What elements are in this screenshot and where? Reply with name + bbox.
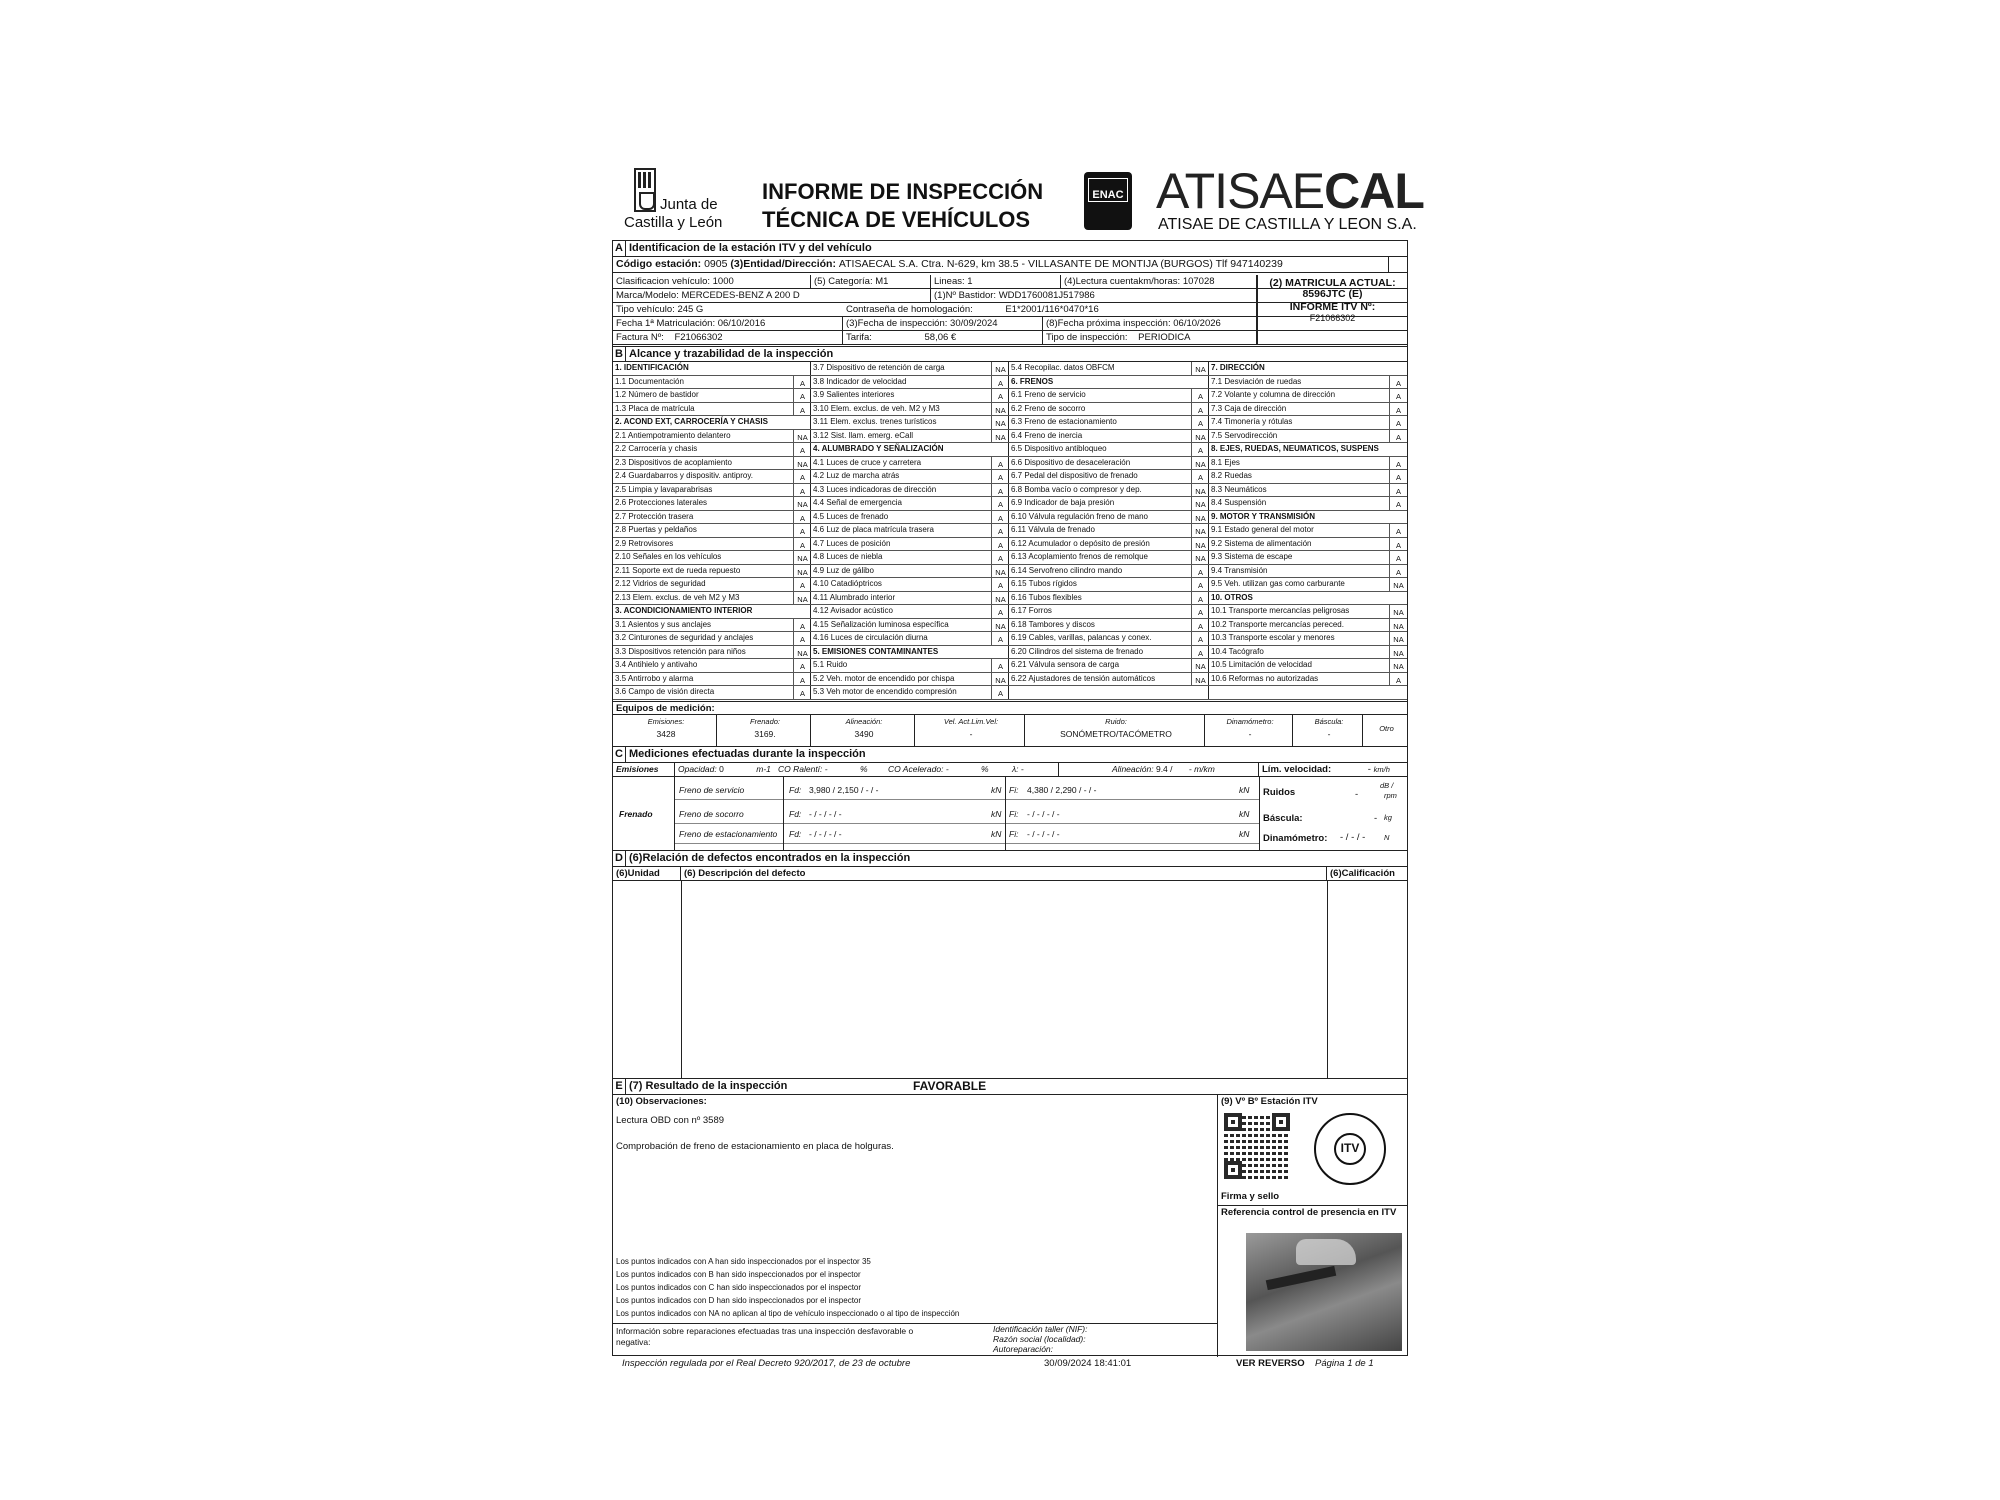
checklist-item: 2.8 Puertas y peldaños A [613, 524, 811, 538]
atisaecal-subtitle: ATISAE DE CASTILLA Y LEON S.A. [1158, 216, 1417, 233]
checklist-item [1009, 686, 1209, 700]
checklist-item: 5.2 Veh. motor de encendido por chispa NA [811, 673, 1009, 687]
checklist-item: 6.12 Acumulador o depósito de presión NA [1009, 538, 1209, 552]
checklist-item: 2.2 Carrocería y chasis A [613, 443, 811, 457]
checklist-item: 6.22 Ajustadores de tensión automáticos NA [1009, 673, 1209, 687]
brake-value: - / - / - / - [809, 809, 842, 819]
emissions-row: Emisiones Opacidad: 0 m-1 CO Ralentí: - % CO Acelerado: - % λ: - Alineación: 9.4 / - m/km Lím. velocidad: - km/h [613, 763, 1407, 777]
checklist-item: 6.18 Tambores y discos A [1009, 619, 1209, 633]
junta-castilla-leon-logo [624, 164, 734, 234]
checklist-item: 6.2 Freno de socorro A [1009, 403, 1209, 417]
checklist-item: 2.3 Dispositivos de acoplamiento NA [613, 457, 811, 471]
repairs-info: Información sobre reparaciones efectuadas tras una inspección desfavorable o negativa: Identificación taller (NIF): Razón social (localidad): Autoreparación: [613, 1323, 1217, 1324]
checklist-item: 2.1 Antiempotramiento delantero NA [613, 430, 811, 444]
checklist-item: 5.1 Ruido A [811, 659, 1009, 673]
checklist-item: 2.4 Guardabarros y dispositiv. antiproy. A [613, 470, 811, 484]
checklist-item: 3.1 Asientos y sus anclajes A [613, 619, 811, 633]
invoice-row: Factura Nº: F21066302 Tarifa: 58,06 € Tipo de inspección: PERIODICA [613, 331, 1407, 345]
section-a-header: A Identificacion de la estación ITV y del vehículo [613, 241, 1407, 257]
checklist-item: 6.17 Forros A [1009, 605, 1209, 619]
checklist-item: 9.4 Transmisión A [1209, 565, 1407, 579]
equipment-row [613, 715, 1407, 747]
brake-value: Fd: [789, 785, 802, 795]
checklist-item: 4.8 Luces de niebla A [811, 551, 1009, 565]
defects-table-body [613, 881, 1407, 1079]
checklist-item: 3.2 Cinturones de seguridad y anclajes A [613, 632, 811, 646]
checklist-item: 3.6 Campo de visión directa A [613, 686, 811, 700]
checklist-item: 3.7 Dispositivo de retención de carga NA [811, 362, 1009, 376]
section-e-header: E (7) Resultado de la inspección FAVORABLE [613, 1079, 1407, 1095]
checklist-item: 6.21 Válvula sensora de carga NA [1009, 659, 1209, 673]
checklist-item: 9.5 Veh. utilizan gas como carburante NA [1209, 578, 1407, 592]
defects-head: (6)Unidad (6) Descripción del defecto (6)Calificación [613, 867, 1407, 881]
checklist-item: 7.4 Timonería y rótulas A [1209, 416, 1407, 430]
checklist-item: 6. FRENOS [1009, 376, 1209, 390]
checklist-item: 2.6 Protecciones laterales NA [613, 497, 811, 511]
checklist-item: 4.9 Luz de gálibo NA [811, 565, 1009, 579]
inspector-note: Los puntos indicados con C han sido inspeccionados por el inspector [616, 1283, 862, 1292]
footer-page: Página 1 de 1 [1315, 1358, 1374, 1369]
checklist-item: 3.8 Indicador de velocidad A [811, 376, 1009, 390]
qr-code-icon [1224, 1113, 1290, 1179]
section-b-header: B Alcance y trazabilidad de la inspección [613, 346, 1407, 362]
checklist-item: 4.16 Luces de circulación diurna A [811, 632, 1009, 646]
checklist-item [1209, 686, 1407, 700]
checklist-item: 10.1 Transporte mercancías peligrosas NA [1209, 605, 1407, 619]
checklist-item: 3.3 Dispositivos retención para niños NA [613, 646, 811, 660]
report-header [612, 160, 1424, 240]
checklist-item: 2.13 Elem. exclus. de veh M2 y M3 NA [613, 592, 811, 606]
checklist-item: 7.3 Caja de dirección A [1209, 403, 1407, 417]
brake-value: kN [991, 829, 1002, 839]
checklist-item: 3.4 Antihielo y antivaho A [613, 659, 811, 673]
checklist-item: 10.3 Transporte escolar y menores NA [1209, 632, 1407, 646]
atisaecal-logo: ATISAECAL [1156, 163, 1424, 219]
report-form [612, 240, 1408, 1356]
brake-value: - / - / - / - [1027, 829, 1060, 839]
checklist-item: 6.6 Dispositivo de desaceleración NA [1009, 457, 1209, 471]
equipment-cell: Otro [1379, 724, 1394, 733]
checklist-item: 10.4 Tacógrafo NA [1209, 646, 1407, 660]
checklist-item: 7. DIRECCIÓN [1209, 362, 1407, 376]
checklist-item: 6.13 Acoplamiento frenos de remolque NA [1009, 551, 1209, 565]
checklist-column [1009, 362, 1209, 700]
inspector-note: Los puntos indicados con B han sido inspeccionados por el inspector [616, 1270, 861, 1279]
logo-text-2: Castilla y León [624, 214, 723, 231]
checklist-item: 4.2 Luz de marcha atrás A [811, 470, 1009, 484]
checklist-item: 3.11 Elem. exclus. trenes turísticos NA [811, 416, 1009, 430]
checklist-item: 4.1 Luces de cruce y carretera A [811, 457, 1009, 471]
inspector-note: Los puntos indicados con NA no aplican al tipo de vehículo inspeccionado o al tipo de inspección [616, 1309, 960, 1318]
checklist-item: 4.4 Señal de emergencia A [811, 497, 1009, 511]
checklist-item: 10. OTROS [1209, 592, 1407, 606]
checklist-item: 2.10 Señales en los vehículos NA [613, 551, 811, 565]
inspection-report [612, 160, 1424, 1376]
checklist-item: 4.11 Alumbrado interior NA [811, 592, 1009, 606]
checklist-item: 4.10 Catadióptricos A [811, 578, 1009, 592]
type-row: Tipo vehículo: 245 G Contraseña de homologación: E1*2001/116*0470*16 [613, 303, 1407, 317]
checklist-item: 4.7 Luces de posición A [811, 538, 1009, 552]
checklist-item: 5. EMISIONES CONTAMINANTES [811, 646, 1009, 660]
inspector-note: Los puntos indicados con A han sido inspeccionados por el inspector 35 [616, 1257, 871, 1266]
equipment-label-row: Equipos de medición: [613, 701, 1407, 715]
checklist-item: 6.11 Válvula de frenado NA [1009, 524, 1209, 538]
checklist-item: 5.4 Recopilac. datos OBFCM NA [1009, 362, 1209, 376]
brake-value: Freno de estacionamiento [679, 829, 778, 839]
brake-value: - / - / - / - [1027, 809, 1060, 819]
brake-value: kN [1239, 809, 1250, 819]
checklist-item: 8.4 Suspensión A [1209, 497, 1407, 511]
footer-regulation: Inspección regulada por el Real Decreto 920/2017, de 23 de octubre [622, 1358, 911, 1369]
checklist-item: 4.12 Avisador acústico A [811, 605, 1009, 619]
brake-value: Freno de socorro [679, 809, 744, 819]
checklist-item: 9.3 Sistema de escape A [1209, 551, 1407, 565]
checklist-item: 8.2 Ruedas A [1209, 470, 1407, 484]
checklist-item: 6.15 Tubos rígidos A [1009, 578, 1209, 592]
equipment-cell: Báscula: - [1293, 715, 1363, 746]
station-approval: (9) Vº Bº Estación ITV ITV Firma y sello Referencia control de presencia en ITV [1217, 1095, 1407, 1357]
checklist-item: 10.6 Reformas no autorizadas A [1209, 673, 1407, 687]
checklist-item: 6.16 Tubos flexibles A [1009, 592, 1209, 606]
section-d-header: D (6)Relación de defectos encontrados en la inspección [613, 851, 1407, 867]
checklist-item: 6.7 Pedal del dispositivo de frenado A [1009, 470, 1209, 484]
braking-block: Frenado Freno de servicio Fd: 3,980 / 2,150 / - / - kN Fi: 4,380 / 2,290 / - / - kN Freno de socorro Fd: - / - / - / - kN Fi: - / - / - / - kN Freno de estacionamiento Fd: - / - / - / - kN Fi: - / - / - / - kN Ruidos dB / - rpm Báscula: - kg Dinamómetro: - / - / - N [613, 777, 1407, 851]
checklist-item: 3.9 Salientes interiores A [811, 389, 1009, 403]
checklist-item: 1.3 Placa de matrícula A [613, 403, 811, 417]
checklist-column [1209, 362, 1407, 700]
checklist-item: 7.2 Volante y columna de dirección A [1209, 389, 1407, 403]
checklist-item: 9.2 Sistema de alimentación A [1209, 538, 1407, 552]
enac-logo: ENAC [1084, 172, 1132, 230]
classification-row: Clasificacion vehículo: 1000 (5) Categoría: M1 Lineas: 1 (4)Lectura cuentakm/horas: 107028 [613, 275, 1407, 289]
checklist-column [811, 362, 1009, 700]
equipment-cell: Emisiones: 3428 [613, 715, 717, 746]
checklist-item: 6.14 Servofreno cilindro mando A [1009, 565, 1209, 579]
report-title: INFORME DE INSPECCIÓN TÉCNICA DE VEHÍCULOS [762, 179, 1044, 232]
checklist-item: 6.20 Cilindros del sistema de frenado A [1009, 646, 1209, 660]
checklist-item: 8. EJES, RUEDAS, NEUMATICOS, SUSPENS [1209, 443, 1407, 457]
checklist-item: 6.19 Cables, varillas, palancas y conex. A [1009, 632, 1209, 646]
presence-photo [1246, 1233, 1402, 1351]
checklist-item: 10.5 Limitación de velocidad NA [1209, 659, 1407, 673]
checklist-item: 8.1 Ejes A [1209, 457, 1407, 471]
brake-value: Fi: [1009, 785, 1019, 795]
brake-value: Fd: [789, 809, 802, 819]
checklist-item: 6.8 Bomba vacío o compresor y dep. NA [1009, 484, 1209, 498]
brake-value: - / - / - / - [809, 829, 842, 839]
checklist-item: 7.5 Servodirección A [1209, 430, 1407, 444]
dates-row: Fecha 1ª Matriculación: 06/10/2016 (3)Fecha de inspección: 30/09/2024 (8)Fecha próxima inspección: 06/10/2026 [613, 317, 1407, 331]
logo-text-1: Junta de [660, 196, 718, 213]
brake-value: kN [1239, 785, 1250, 795]
equipment-cell: Dinamómetro: - [1205, 715, 1293, 746]
checklist-item: 4.5 Luces de frenado A [811, 511, 1009, 525]
brake-value: kN [991, 785, 1002, 795]
checklist-item: 9.1 Estado general del motor A [1209, 524, 1407, 538]
checklist-item: 1.1 Documentación A [613, 376, 811, 390]
checklist-item: 9. MOTOR Y TRANSMISIÓN [1209, 511, 1407, 525]
footer-reverse: VER REVERSO [1236, 1358, 1305, 1369]
checklist-item: 3.12 Sist. llam. emerg. eCall NA [811, 430, 1009, 444]
checklist-item: 1. IDENTIFICACIÓN [613, 362, 811, 376]
checklist-column [613, 362, 811, 700]
checklist-item: 4.3 Luces indicadoras de dirección A [811, 484, 1009, 498]
brake-value: Fi: [1009, 829, 1019, 839]
checklist-item: 6.5 Dispositivo antibloqueo A [1009, 443, 1209, 457]
checklist-item: 2.11 Soporte ext de rueda repuesto NA [613, 565, 811, 579]
checklist-item: 6.9 Indicador de baja presión NA [1009, 497, 1209, 511]
brake-value: kN [1239, 829, 1250, 839]
checklist-item: 3. ACONDICIONAMIENTO INTERIOR [613, 605, 811, 619]
checklist-item: 7.1 Desviación de ruedas A [1209, 376, 1407, 390]
checklist-item: 2.7 Protección trasera A [613, 511, 811, 525]
observations: (10) Observaciones: Lectura OBD con nº 3589 Comprobación de freno de estacionamiento en placa de holguras. Los puntos indicados con A han sido inspeccionados por el inspector 35 Los puntos indicados con B han sido inspeccionados por el inspector Los puntos indicados con C han sido inspeccionados por el inspector Los puntos indicados con D han sido inspeccionados por el inspector Los puntos indicados con NA no aplican al tipo de vehículo inspeccionado o al tipo de inspección Información sobre reparaciones efectuadas tras una inspección desfavorable o negativa: Identificación taller (NIF): Razón social (localidad): Autoreparación: [613, 1095, 1217, 1357]
checklist-item: 2.12 Vidrios de seguridad A [613, 578, 811, 592]
result-value: FAVORABLE [913, 1079, 987, 1093]
model-row: Marca/Modelo: MERCEDES-BENZ A 200 D (1)Nº Bastidor: WDD1760081J517986 [613, 289, 1407, 303]
checklist-item: 3.10 Elem. exclus. de veh. M2 y M3 NA [811, 403, 1009, 417]
checklist-item: 2. ACOND EXT, CARROCERÍA Y CHASIS [613, 416, 811, 430]
brake-value: Fd: [789, 829, 802, 839]
equipment-cell: Frenado: 3169. [717, 715, 811, 746]
coat-of-arms-icon [634, 168, 656, 212]
brake-value: kN [991, 809, 1002, 819]
checklist-item: 6.3 Freno de estacionamiento A [1009, 416, 1209, 430]
brake-value: Freno de servicio [679, 785, 745, 795]
brake-value: Fi: [1009, 809, 1019, 819]
section-c-header: C Mediciones efectuadas durante la inspección [613, 747, 1407, 763]
equipment-cell: Vel. Act.Lim.Vel: - [915, 715, 1025, 746]
plate-box: (2) MATRICULA ACTUAL: 8596JTC (E) INFORME ITV Nº: F21066302 [1257, 275, 1407, 345]
brake-value: 3,980 / 2,150 / - / - [809, 785, 879, 795]
checklist-item: 1.2 Número de bastidor A [613, 389, 811, 403]
checklist-item: 2.9 Retrovisores A [613, 538, 811, 552]
station-row: Código estación: 0905 (3)Entidad/Dirección: ATISAECAL S.A. Ctra. N-629, km 38.5 - VILLASANTE DE MONTIJA (BURGOS) Tlf 947140239 [613, 257, 1407, 273]
checklist-item: 4.6 Luz de placa matrícula trasera A [811, 524, 1009, 538]
checklist-item: 6.4 Freno de inercia NA [1009, 430, 1209, 444]
itv-stamp-icon: ITV [1314, 1113, 1386, 1185]
brake-value: 4,380 / 2,290 / - / - [1027, 785, 1097, 795]
equipment-cell: Ruido: SONÓMETRO/TACÓMETRO [1025, 715, 1205, 746]
equipment-cell: Alineación: 3490 [811, 715, 915, 746]
checklist-item: 2.5 Limpia y lavaparabrisas A [613, 484, 811, 498]
checklist-item: 3.5 Antirrobo y alarma A [613, 673, 811, 687]
checklist-item: 6.1 Freno de servicio A [1009, 389, 1209, 403]
checklist-item: 8.3 Neumáticos A [1209, 484, 1407, 498]
checklist-item: 10.2 Transporte mercancías pereced. NA [1209, 619, 1407, 633]
footer-date: 30/09/2024 18:41:01 [1044, 1358, 1132, 1369]
inspector-note: Los puntos indicados con D han sido inspeccionados por el inspector [616, 1296, 862, 1305]
checklist-item: 4.15 Señalización luminosa específica NA [811, 619, 1009, 633]
checklist-item: 4. ALUMBRADO Y SEÑALIZACIÓN [811, 443, 1009, 457]
checklist-item: 5.3 Veh motor de encendido compresión A [811, 686, 1009, 700]
checklist-item: 6.10 Válvula regulación freno de mano NA [1009, 511, 1209, 525]
